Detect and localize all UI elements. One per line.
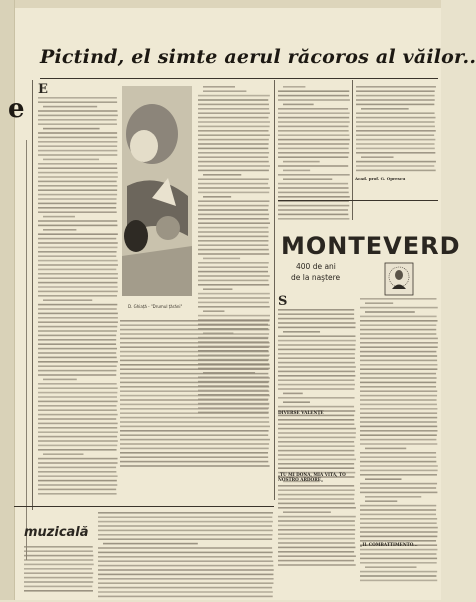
section-label-muzicala: muzicală (24, 525, 89, 540)
column-1-text (38, 84, 118, 496)
monteverdi-column-1 (278, 296, 356, 556)
painting-image (122, 86, 192, 296)
bottom-column-1 (24, 544, 94, 596)
painting-photo (122, 86, 192, 296)
left-margin-strip (0, 0, 15, 600)
drop-cap: E (38, 82, 48, 97)
monteverdi-title: MONTEVERD (281, 232, 461, 260)
article-column-4 (278, 84, 350, 224)
article-column-1 (38, 84, 118, 484)
bottom-column-1-lines (24, 544, 94, 596)
section-tu-mi-dona: „TU MI DONA, MIA VITA, TO NOSTRO ARDORE„ (278, 472, 346, 482)
bottom-column-2-lines (98, 510, 274, 598)
article-lower-columns (120, 318, 270, 468)
article-author: Acad. prof. G. Oprescu (355, 176, 406, 181)
article-headline: Pictind, el simte aerul răcoros al văilor.. (40, 46, 476, 68)
section-rule (278, 200, 438, 201)
text-lines (38, 97, 118, 495)
section-il-combattimento: „IL COMBATTIMENTO... (360, 542, 418, 547)
monteverdi-subtitle-birth: de la naştere (291, 273, 341, 282)
page-top-edge (0, 0, 441, 8)
monteverdi-portrait (384, 262, 414, 296)
column-rule-right (352, 80, 353, 220)
monteverdi-drop-cap: S (278, 294, 288, 309)
monteverdi-column-1-lines (278, 307, 356, 567)
column-rule-outer (26, 140, 27, 560)
column-5-lines (356, 84, 436, 174)
lower-columns-lines (120, 318, 270, 468)
text-lines (356, 86, 436, 171)
column-4-lines (278, 84, 350, 224)
text-lines (120, 320, 270, 467)
column-rule-left (32, 80, 33, 510)
monteverdi-subtitle-years: 400 de ani (296, 262, 336, 271)
side-letter: e (8, 94, 25, 124)
text-lines (24, 546, 94, 592)
bottom-column-2 (98, 510, 274, 598)
section-diverse-valente: DIVERSE VALENŢE (278, 410, 324, 415)
headline-rule (40, 78, 438, 79)
column-1-lines (38, 95, 118, 495)
text-lines (360, 298, 438, 581)
text-lines (98, 512, 274, 597)
portrait-image (384, 262, 414, 296)
photo-caption: D. Ghiață - "Drumul țărăni" (128, 304, 183, 309)
bottom-rule (14, 506, 274, 507)
article-column-5 (356, 84, 436, 174)
text-lines (278, 309, 356, 566)
column-rule-mid (274, 80, 275, 500)
